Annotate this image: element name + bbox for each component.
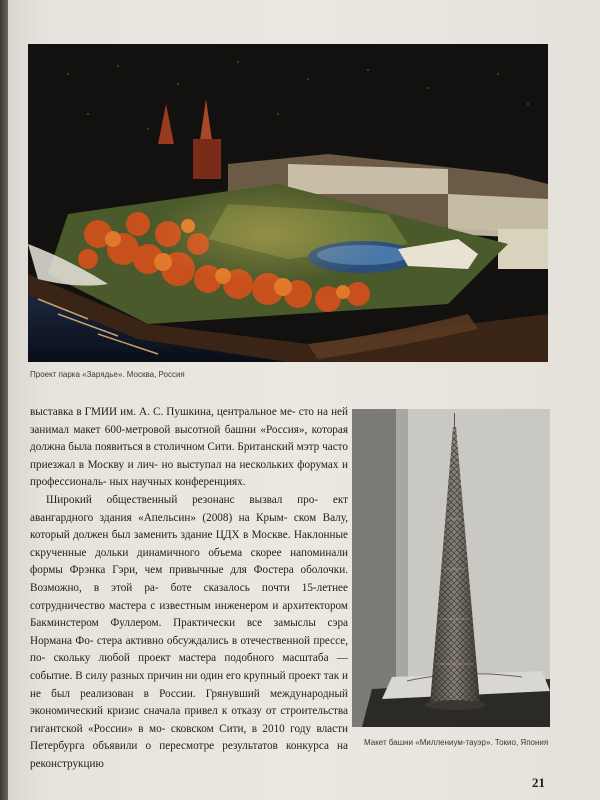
right-photo-caption: Макет башни «Миллениум-тауэр». Токио, Япония: [364, 738, 549, 747]
page-number: 21: [532, 775, 545, 790]
text-line: о пересмотре результатов конкурса на реконструкцию: [30, 740, 349, 770]
paragraph-2: [30, 492, 348, 774]
text-line: Фуллером. Практически все замыслы сэра Нормана Фо-: [30, 617, 349, 647]
text-line: международный экономический кризис сначала привел: [30, 687, 348, 718]
park-model-photo: [28, 44, 548, 362]
text-line: к отказу от строительства гигантской «России» в мо-: [30, 705, 348, 735]
text-line: ект авангардного здания «Апельсин» (2008) на Крым-: [30, 493, 349, 524]
park-model-illustration: [28, 44, 548, 362]
text-line: событие. В силу разных причин ни один его крупный: [30, 669, 286, 682]
text-line: в Москве. Наклонные скрученные дольки динамичного: [30, 529, 348, 559]
top-photo-caption: Проект парка «Зарядье». Москва, Россия: [30, 370, 185, 379]
text-line: выставка в ГМИИ им. А. С. Пушкина, центральное ме-: [30, 406, 296, 418]
text-line: стера активно обсуждались в отечественной прессе, по-: [30, 634, 349, 665]
text-line: ском Валу, который должен был заменить здание ЦДХ: [30, 511, 349, 542]
text-line: объема скорее напоминали формы Фрэнка Гэри, чем: [30, 546, 349, 577]
text-line: ных научных конференциях.: [109, 476, 246, 489]
text-line: скольку любой проект мастера подобного масштаба —: [53, 652, 348, 665]
text-line: «Россия», которая должна была появиться в столичном: [30, 423, 348, 454]
text-line: но выступал на нескольких форумах и профессиональ-: [30, 458, 349, 489]
text-line: сто на ней занимал макет 600-метровой высотной башни: [30, 406, 349, 436]
article-body: [30, 404, 348, 773]
tower-model-photo: [352, 409, 550, 727]
tower-model-illustration: [352, 409, 550, 727]
text-line: с известным инженером и архитектором Бакминстером: [30, 599, 349, 630]
text-line: боте сказалось почти 15-летнее сотрудничество мастера: [30, 581, 348, 612]
text-line: проект так и не был реализован в России. Грянувший: [30, 669, 348, 700]
paragraph-1: [30, 404, 348, 492]
text-line: привычные для Фостера оболочки. Возможно, в этой ра-: [30, 564, 348, 594]
text-line: Сити. Британский мэтр часто приезжал в Москву и лич-: [30, 441, 349, 471]
text-line: сковском Сити, в 2010 году власти Петербурга объявили: [30, 722, 348, 753]
text-line: Широкий общественный резонанс вызвал про-: [46, 493, 319, 506]
